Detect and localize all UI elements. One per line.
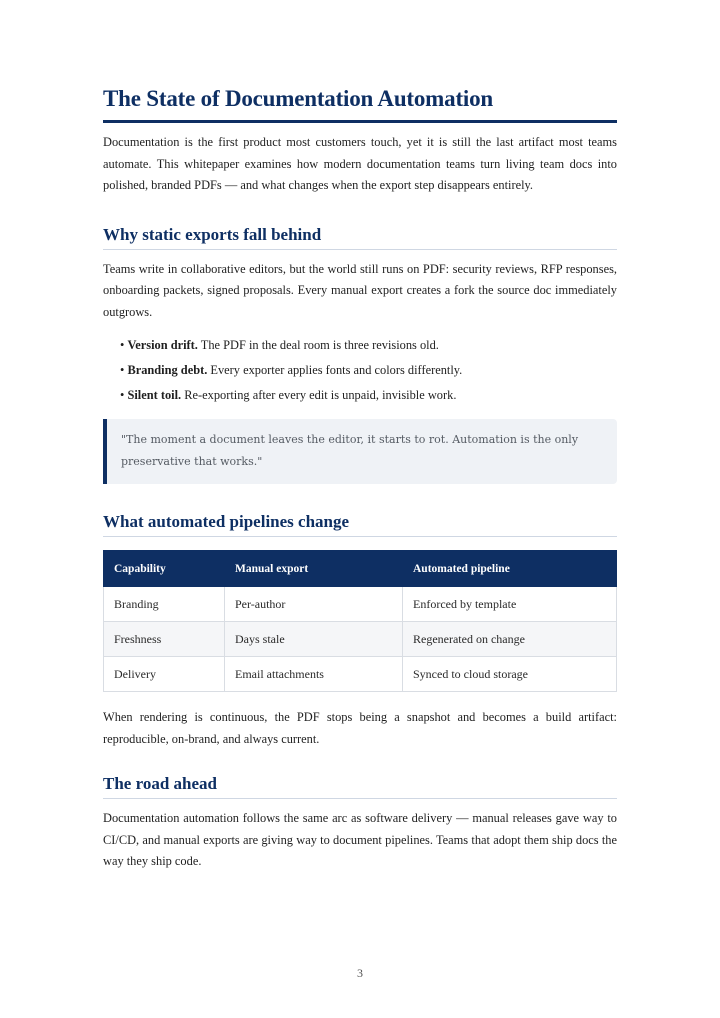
section-heading-static-exports: Why static exports fall behind xyxy=(103,225,617,250)
table-header-cell: Manual export xyxy=(225,551,403,587)
table-cell: Freshness xyxy=(104,622,225,657)
table-header-cell: Automated pipeline xyxy=(403,551,617,587)
table-row xyxy=(104,657,617,692)
comparison-table xyxy=(103,550,617,692)
section-paragraph-static-exports: Teams write in collaborative editors, but the world still runs on PDF: security reviews, RFP responses, onboarding packets, signed proposals. Every manual export creates a fork the source doc immediately outgrows. xyxy=(103,261,617,319)
page-number: 3 xyxy=(357,966,363,980)
section-heading-road-ahead: The road ahead xyxy=(103,774,617,799)
table-header-row xyxy=(104,551,617,587)
table-header-cell: Capability xyxy=(104,551,225,587)
bullet-text: Re-exporting after every edit is unpaid, invisible work. xyxy=(181,388,457,402)
list-item: • Silent toil. Re-exporting after every edit is unpaid, invisible work. xyxy=(120,388,457,402)
pull-quote: "The moment a document leaves the editor, it starts to rot. Automation is the only preservative that works." xyxy=(103,419,617,484)
table-cell: Synced to cloud storage xyxy=(403,657,617,692)
table-cell: Days stale xyxy=(225,622,403,657)
table-cell: Per-author xyxy=(225,587,403,622)
bullet-text: The PDF in the deal room is three revisions old. xyxy=(197,338,439,352)
section-heading-pipelines: What automated pipelines change xyxy=(103,512,617,537)
bullet-list xyxy=(103,333,617,408)
list-item: • Version drift. The PDF in the deal room is three revisions old. xyxy=(120,338,439,352)
intro-paragraph: Documentation is the first product most customers touch, yet it is still the last artifact most teams automate. This whitepaper examines how modern documentation teams turn living team docs into polished, branded PDFs — and what changes when the export step disappears entirely. xyxy=(103,135,617,192)
page-title: The State of Documentation Automation xyxy=(103,86,617,123)
table-row xyxy=(104,622,617,657)
section-paragraph-road-ahead: Documentation automation follows the same arc as software delivery — manual releases gave way to CI/CD, and manual exports are giving way to document pipelines. Teams that adopt them ship docs the way they ship code. xyxy=(103,811,617,868)
list-item: • Branding debt. Every exporter applies fonts and colors differently. xyxy=(120,363,463,377)
bullet-text: Every exporter applies fonts and colors differently. xyxy=(207,363,463,377)
table-cell: Regenerated on change xyxy=(403,622,617,657)
bullet-term: Silent toil. xyxy=(127,388,182,402)
table-cell: Delivery xyxy=(104,657,225,692)
table-row xyxy=(104,587,617,622)
table-cell: Branding xyxy=(104,587,225,622)
section-paragraph-pipelines: When rendering is continuous, the PDF stops being a snapshot and becomes a build artifact: reproducible, on-brand, and always current. xyxy=(103,710,617,746)
table-cell: Enforced by template xyxy=(403,587,617,622)
bullet-term: Branding debt. xyxy=(127,363,208,377)
table-cell: Email attachments xyxy=(225,657,403,692)
bullet-term: Version drift. xyxy=(127,338,198,352)
